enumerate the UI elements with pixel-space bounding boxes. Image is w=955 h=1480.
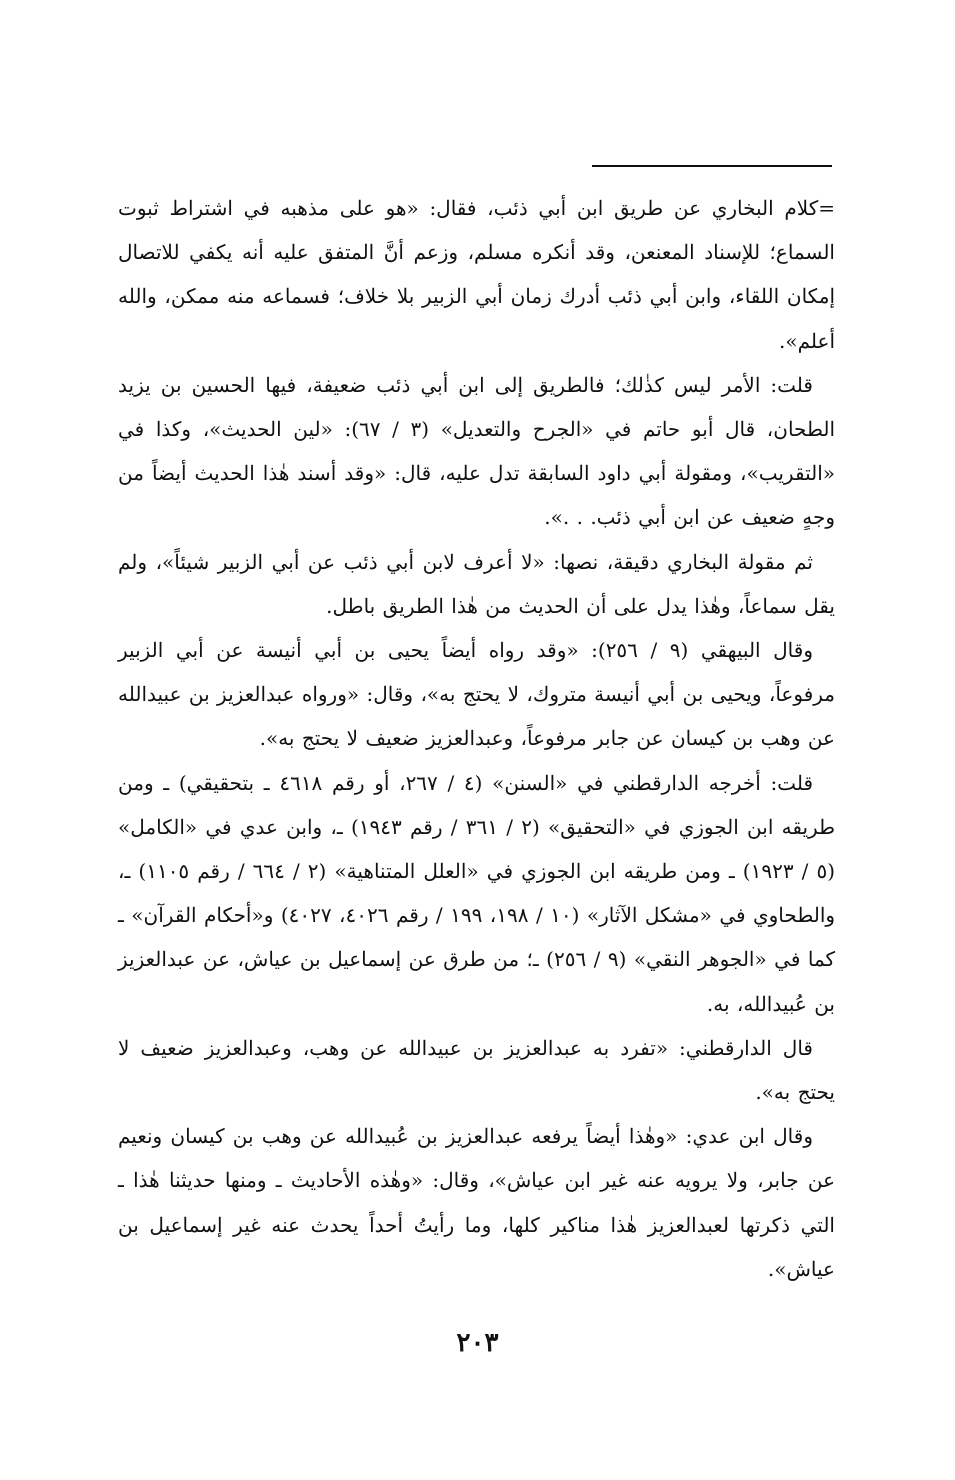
footnote-paragraph: قال الدارقطني: «تفرد به عبدالعزيز بن عبيدالله عن وهب، وعبدالعزيز ضعيف لا يحتج به». — [118, 1035, 835, 1105]
footnote-text — [118, 186, 835, 1291]
footnote-paragraph: قلت: أخرجه الدارقطني في «السنن» (٤ / ٢٦٧، أو رقم ٤٦١٨ ـ بتحقيقي) ـ ومن طريقه ابن الجوزي في «التحقيق» (٢ / ٣٦١ / رقم ١٩٤٣) ـ، وابن عدي في «الكامل» (٥ / ١٩٢٣) ـ ومن طريقه ابن الجوزي في «العلل المتناهية» (٢ / ٦٦٤ / رقم ١١٠٥) ـ، والطحاوي في «مشكل الآثار» (١٠ / ١٩٨، ١٩٩ / رقم ٤٠٢٦، ٤٠٢٧) و«أحكام القرآن» ـ كما في «الجوهر النقي» (٩ / ٢٥٦) ـ؛ من طرق عن إسماعيل بن عياش، عن عبدالعزيز بن عُبيدالله، به. — [118, 770, 836, 1016]
footnote-paragraph: قلت: الأمر ليس كذٰلك؛ فالطريق إلى ابن أبي ذئب ضعيفة، فيها الحسين بن يزيد الطحان، قال أبو حاتم في «الجرح والتعديل» (٣ / ٦٧): «لين الحديث»، وكذا في «التقريب»، ومقولة أبي داود السابقة تدل عليه، قال: «وقد أسند هٰذا الحديث أيضاً من وجهٍ ضعيف عن ابن أبي ذئب. . .». — [118, 372, 836, 530]
footnote-paragraph-continuation: =كلام البخاري عن طريق ابن أبي ذئب، فقال: «هو على مذهبه في اشتراط ثبوت السماع؛ للإسناد المعنعن، وقد أنكره مسلم، وزعم أنَّ المتفق عليه أنه يكفي للاتصال إمكان اللقاء، وابن أبي ذئب أدرك زمان أبي الزبير بلا خلاف؛ فسماعه منه ممكن، والله أعلم». — [118, 196, 835, 353]
page-number: ٢٠٣ — [456, 1328, 499, 1358]
footnote-paragraph: وقال ابن عدي: «وهٰذا أيضاً يرفعه عبدالعزيز بن عُبيدالله عن وهب بن كيسان ونعيم عن جابر، ولا يرويه عنه غير ابن عياش»، وقال: «وهٰذه الأحاديث ـ ومنها حديثنا هٰذا ـ التي ذكرتها لعبدالعزيز هٰذا مناكير كلها، وما رأيتُ أحداً يحدث عنه غير إسماعيل بن عياش». — [118, 1124, 835, 1281]
footnote-paragraph: ثم مقولة البخاري دقيقة، نصها: «لا أعرف لابن أبي ذئب عن أبي الزبير شيئاً»، ولم يقل سماعاً، وهٰذا يدل على أن الحديث من هٰذا الطريق باطل. — [118, 549, 835, 618]
footnote-separator-rule — [592, 165, 832, 167]
footnote-paragraph: وقال البيهقي (٩ / ٢٥٦): «وقد رواه أيضاً يحيى بن أبي أنيسة عن أبي الزبير مرفوعاً، ويحيى بن أبي أنيسة متروك، لا يحتج به»، وقال: «ورواه عبدالعزيز بن عبيدالله عن وهب بن كيسان عن جابر مرفوعاً، وعبدالعزيز ضعيف لا يحتج به». — [118, 638, 835, 751]
